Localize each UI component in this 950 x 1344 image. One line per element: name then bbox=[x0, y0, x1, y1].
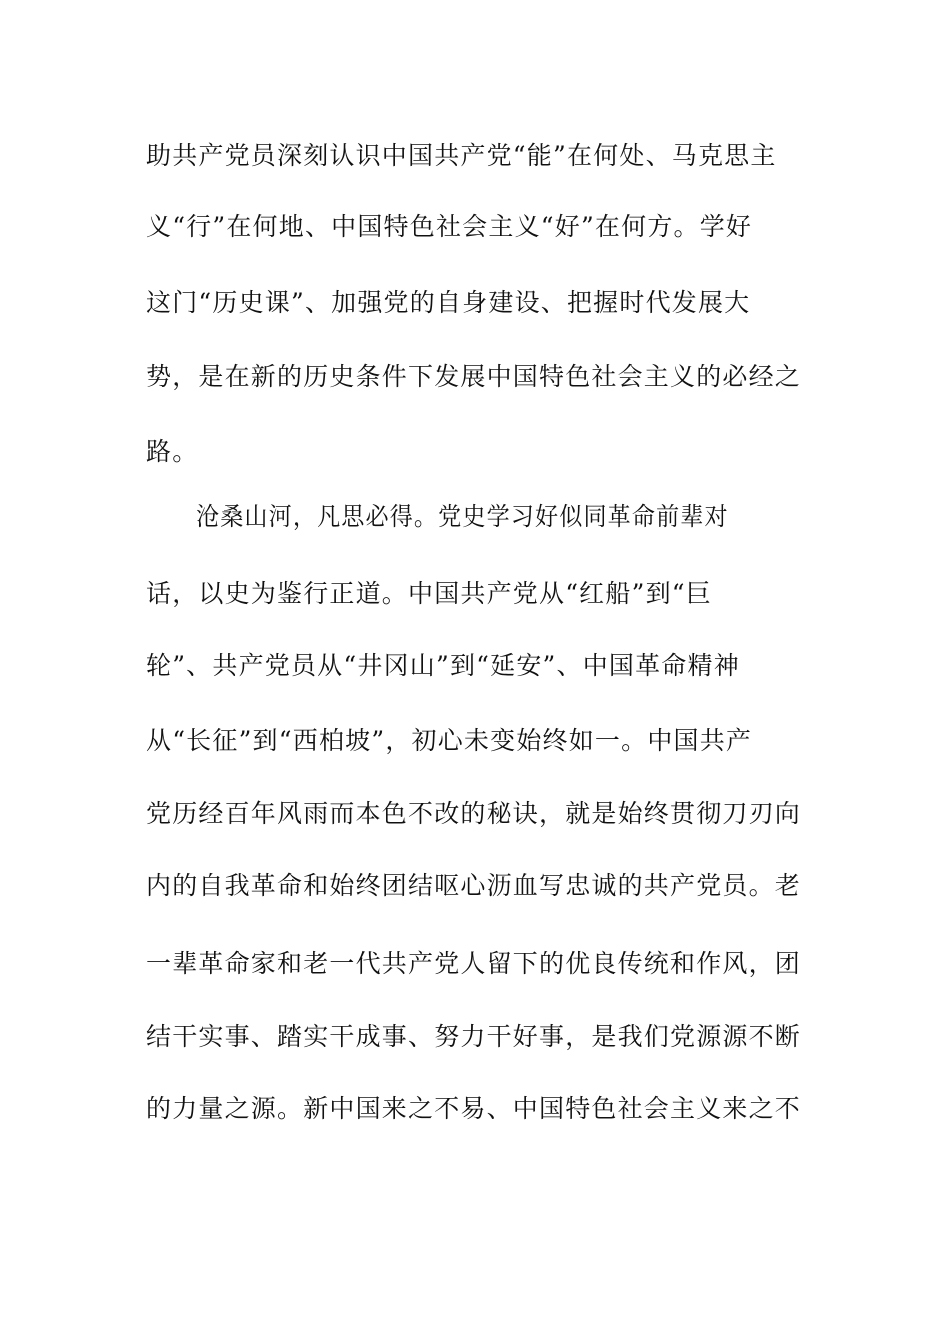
paragraph-line: 党历经百年风雨而本色不改的秘诀，就是始终贯彻刀刃向 bbox=[146, 799, 802, 828]
paragraph-line: 路。 bbox=[146, 437, 199, 466]
paragraph-line: 内的自我革命和始终团结呕心沥血写忠诚的共产党员。老 bbox=[146, 871, 802, 900]
paragraph-line: 一辈革命家和老一代共产党人留下的优良传统和作风，团 bbox=[146, 949, 802, 978]
paragraph-line: 话，以史为鉴行正道。中国共产党从“红船”到“巨 bbox=[146, 579, 712, 608]
paragraph-line: 结干实事、踏实干成事、努力干好事，是我们党源源不断 bbox=[146, 1022, 802, 1051]
paragraph-line: 这门“历史课”、加强党的自身建设、把握时代发展大 bbox=[146, 288, 751, 317]
paragraph-line: 轮”、共产党员从“井冈山”到“延安”、中国革命精神 bbox=[146, 651, 740, 680]
paragraph-line: 助共产党员深刻认识中国共产党“能”在何处、马克思主 bbox=[146, 141, 777, 170]
paragraph-line: 势，是在新的历史条件下发展中国特色社会主义的必经之 bbox=[146, 362, 802, 391]
paragraph-line: 从“长征”到“西柏坡”，初心未变始终如一。中国共产 bbox=[146, 726, 753, 755]
paragraph-line: 沧桑山河，凡思必得。党史学习好似同革命前辈对 bbox=[196, 502, 729, 531]
paragraph-line: 的力量之源。新中国来之不易、中国特色社会主义来之不 bbox=[146, 1094, 802, 1123]
paragraph-line: 义“行”在何地、中国特色社会主义“好”在何方。学好 bbox=[146, 212, 753, 241]
